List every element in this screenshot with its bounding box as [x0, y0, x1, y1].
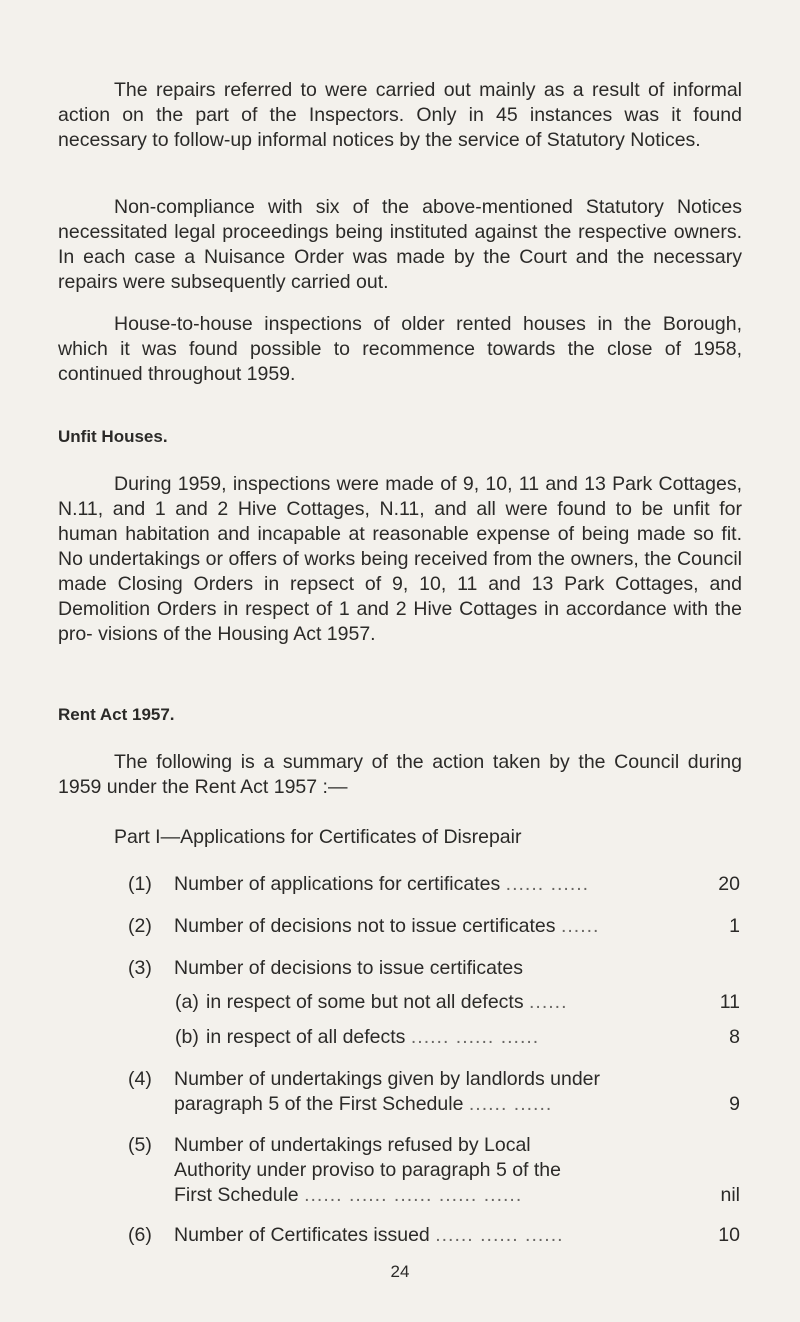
item-number: (2): [128, 915, 152, 937]
heading-unfit-houses: Unfit Houses.: [58, 427, 168, 446]
item-number: (a): [175, 991, 199, 1013]
paragraph-house-inspections: House-to-house inspections of older rented houses in the Borough, which it was found possible to recommence towards the close of 1958, continued throughout 1959.: [58, 313, 742, 385]
item-number: (3): [128, 957, 152, 979]
leader-dots: ...... ...... ......: [410, 1026, 540, 1048]
item-text: Number of Certificates issued: [174, 1224, 430, 1246]
list-item: [128, 1133, 740, 1208]
item-text: Number of undertakings refused by Local: [174, 1134, 531, 1156]
item-value: 11: [719, 991, 740, 1013]
item-number: (1): [128, 873, 152, 895]
item-text-line2: Authority under proviso to paragraph 5 of the: [174, 1159, 561, 1181]
item-text: Number of undertakings given by landlords under: [174, 1068, 601, 1090]
item-number: (4): [128, 1068, 152, 1090]
item-text: Number of decisions to issue certificates: [174, 957, 523, 979]
part-one-title: Part I—Applications for Certificates of Disrepair: [114, 826, 522, 848]
item-text-line2: paragraph 5 of the First Schedule: [174, 1093, 464, 1115]
item-value: 9: [729, 1093, 740, 1115]
list-item: [128, 1067, 740, 1117]
leader-dots: ...... ...... ......: [435, 1224, 564, 1246]
item-text: in respect of all defects: [206, 1026, 406, 1048]
item-value: 8: [729, 1026, 740, 1048]
item-number: (b): [175, 1026, 199, 1048]
leader-dots: ...... ...... ...... ...... ......: [304, 1184, 523, 1206]
item-value: 20: [718, 873, 740, 895]
paragraph-repairs: The repairs referred to were carried out mainly as a result of informal action on the part of the Inspectors. Only in 45 instances was it found necessary to follow-up informal notices by the service of Statutory Notices.: [58, 79, 742, 151]
page-number: 24: [390, 1262, 410, 1281]
item-value: 1: [729, 915, 740, 937]
leader-dots: ......: [529, 991, 568, 1013]
leader-dots: ...... ......: [505, 873, 590, 895]
leader-dots: ......: [560, 915, 600, 937]
item-value: 10: [718, 1224, 740, 1246]
paragraph-non-compliance: Non-compliance with six of the above-mentioned Statutory Notices necessitated legal proceedings being instituted against the respective owners. In each case a Nuisance Order was made by the Court and the necessary repairs were subsequently carried out.: [58, 196, 742, 293]
item-value: nil: [720, 1184, 740, 1206]
item-text: in respect of some but not all defects: [206, 991, 524, 1013]
item-text: Number of applications for certificates: [174, 873, 501, 895]
item-text: Number of decisions not to issue certificates: [174, 915, 556, 937]
leader-dots: ...... ......: [468, 1093, 553, 1115]
item-text-line3: First Schedule: [174, 1184, 299, 1206]
paragraph-rent-act-summary: The following is a summary of the action taken by the Council during 1959 under the Rent Act 1957 :—: [58, 751, 742, 798]
item-number: (6): [128, 1224, 152, 1246]
paragraph-unfit-houses: During 1959, inspections were made of 9, 10, 11 and 13 Park Cottages, N.11, and 1 and 2 Hive Cottages, N.11, and all were found to be unfit for human habitation and incapable at reasonable expense of being made so fit. No undertakings or offers of works being received from the owners, the Council made Closing Orders in repsect of 9, 10, 11 and 13 Park Cottages, and Demolition Orders in respect of 1 and 2 Hive Cottages in accordance with the pro- visions of the Housing Act 1957.: [58, 473, 742, 645]
item-number: (5): [128, 1134, 152, 1156]
heading-rent-act: Rent Act 1957.: [58, 705, 175, 724]
